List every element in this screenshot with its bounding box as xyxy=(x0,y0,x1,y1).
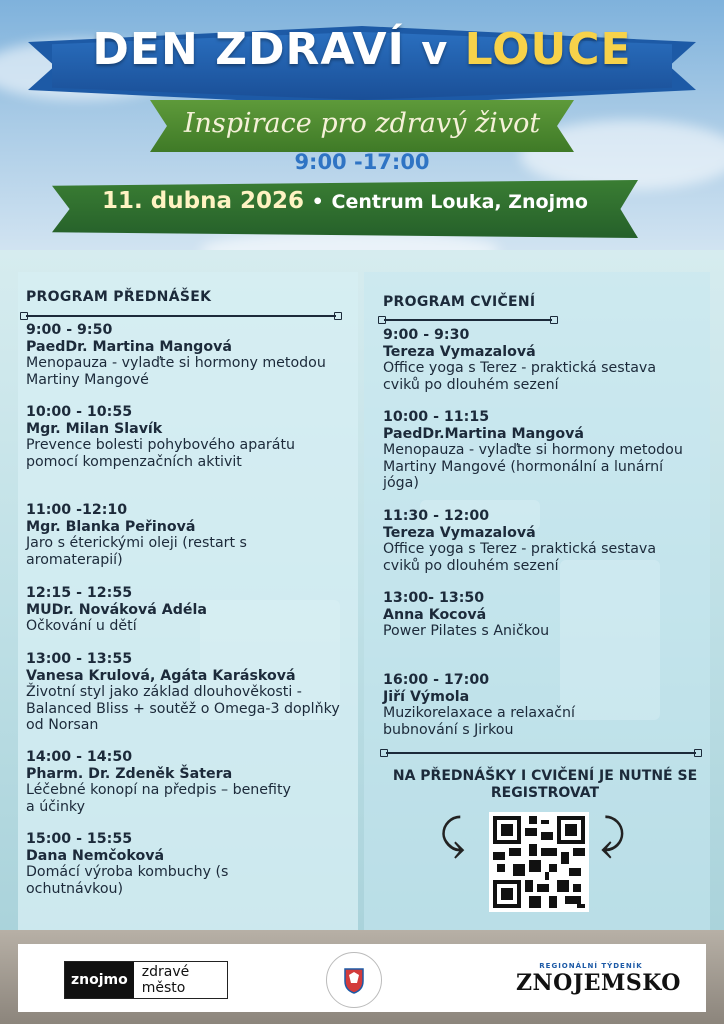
exercises-heading: PROGRAM CVIČENÍ xyxy=(383,294,536,310)
lecture-speaker: Dana Nemčoková xyxy=(26,847,165,864)
qr-code-icon xyxy=(489,812,589,912)
page-title xyxy=(0,24,724,75)
lecture-speaker: PaedDr. Martina Mangová xyxy=(26,338,232,355)
znojemsko-logo-wordmark: ZNOJEMSKO xyxy=(516,970,681,996)
exercise-instructor: Tereza Vymazalová xyxy=(383,524,536,541)
exercise-instructor: Tereza Vymazalová xyxy=(383,343,536,360)
exercise-topic: Muzikorelaxace a relaxační bubnování s Jirkou xyxy=(383,705,575,738)
exercise-item xyxy=(383,672,643,738)
arrow-right-icon: ⤸ xyxy=(600,810,626,859)
lecture-speaker: Pharm. Dr. Zdeněk Šatera xyxy=(26,765,233,782)
lecture-topic: Domácí výroba kombuchy (s ochutnávkou) xyxy=(26,864,229,897)
registration-notice: NA PŘEDNÁŠKY I CVIČENÍ JE NUTNÉ SE REGISTROVAT xyxy=(392,768,698,801)
lecture-speaker: Vanesa Krulová, Agáta Karásková xyxy=(26,667,296,684)
title-main: DEN ZDRAVÍ xyxy=(92,24,405,75)
znojmo-zdrave-mesto-logo xyxy=(64,961,228,999)
znojmo-logo-text: zdravé město xyxy=(141,964,190,996)
coat-of-arms-icon xyxy=(339,965,369,995)
registration-qr-code[interactable] xyxy=(489,812,589,912)
exercise-instructor: PaedDr.Martina Mangová xyxy=(383,425,584,442)
lecture-item xyxy=(26,502,316,568)
lectures-divider xyxy=(26,315,336,317)
lecture-time: 12:15 - 12:55 xyxy=(26,585,133,601)
lecture-speaker: Mgr. Milan Slavík xyxy=(26,420,163,437)
lecture-topic: Očkování u dětí xyxy=(26,618,137,635)
lecture-topic: Menopauza - vylaďte si hormony metodou Martiny Mangové xyxy=(26,355,326,388)
exercise-time: 10:00 - 11:15 xyxy=(383,409,490,425)
exercise-topic: Office yoga s Terez - praktická sestava cviků po dlouhém sezení xyxy=(383,541,657,574)
lecture-time: 13:00 - 13:55 xyxy=(26,651,133,667)
exercise-instructor: Anna Kocová xyxy=(383,606,487,623)
lecture-topic: Léčebné konopí na předpis – benefity a účinky xyxy=(26,782,291,815)
event-date: 11. dubna 2026 xyxy=(102,188,304,214)
lecture-time: 10:00 - 10:55 xyxy=(26,404,133,420)
exercise-instructor: Jiří Výmola xyxy=(383,688,470,705)
lecture-item xyxy=(26,404,326,470)
lecture-topic: Prevence bolesti pohybového aparátu pomocí kompenzačních aktivit xyxy=(26,437,296,470)
exercise-topic: Power Pilates s Aničkou xyxy=(383,623,550,640)
title-place: LOUCE xyxy=(464,24,632,75)
exercise-topic: Office yoga s Terez - praktická sestava cviků po dlouhém sezení xyxy=(383,360,657,393)
lecture-speaker: MUDr. Nováková Adéla xyxy=(26,601,207,618)
lecture-speaker: Mgr. Blanka Peřinová xyxy=(26,518,196,535)
znojmo-logo-mark: znojmo xyxy=(65,962,134,998)
registration-divider xyxy=(386,752,696,754)
date-separator: • xyxy=(311,191,324,213)
lecture-item xyxy=(26,831,276,897)
exercise-item xyxy=(383,409,683,492)
exercise-time: 16:00 - 17:00 xyxy=(383,672,490,688)
lecture-item xyxy=(26,651,346,734)
chamber-seal-logo xyxy=(326,952,382,1008)
lecture-topic: Jaro s éterickými oleji (restart s aromaterapií) xyxy=(26,535,247,568)
exercise-time: 11:30 - 12:00 xyxy=(383,508,490,524)
lecture-time: 15:00 - 15:55 xyxy=(26,831,133,847)
lecture-topic: Životní styl jako základ dlouhověkosti - Balanced Bliss + soutěž o Omega-3 doplňky od Norsan xyxy=(26,684,340,734)
title-v: v xyxy=(421,28,449,74)
lecture-time: 14:00 - 14:50 xyxy=(26,749,133,765)
exercise-item xyxy=(383,508,683,574)
exercise-time: 9:00 - 9:30 xyxy=(383,327,470,343)
lecture-item xyxy=(26,749,296,815)
lecture-time: 11:00 -12:10 xyxy=(26,502,128,518)
exercise-item xyxy=(383,590,683,640)
arrow-left-icon: ⤹ xyxy=(440,810,466,859)
znojemsko-logo xyxy=(516,962,681,996)
subtitle: Inspirace pro zdravý život xyxy=(183,108,541,139)
exercise-topic: Menopauza - vylaďte si hormony metodou Martiny Mangové (hormonální a lunární jóga) xyxy=(383,442,683,492)
exercises-divider xyxy=(384,319,552,321)
event-time: 9:00 -17:00 xyxy=(294,150,430,174)
event-venue: Centrum Louka, Znojmo xyxy=(331,191,588,213)
exercise-item xyxy=(383,327,683,393)
znojemsko-logo-tagline: REGIONÁLNÍ TÝDENÍK xyxy=(539,962,643,970)
lecture-time: 9:00 - 9:50 xyxy=(26,322,113,338)
lecture-item xyxy=(26,585,346,635)
exercise-time: 13:00- 13:50 xyxy=(383,590,485,606)
lecture-item xyxy=(26,322,346,388)
event-date-line xyxy=(52,188,638,214)
lectures-heading: PROGRAM PŘEDNÁŠEK xyxy=(26,289,212,305)
